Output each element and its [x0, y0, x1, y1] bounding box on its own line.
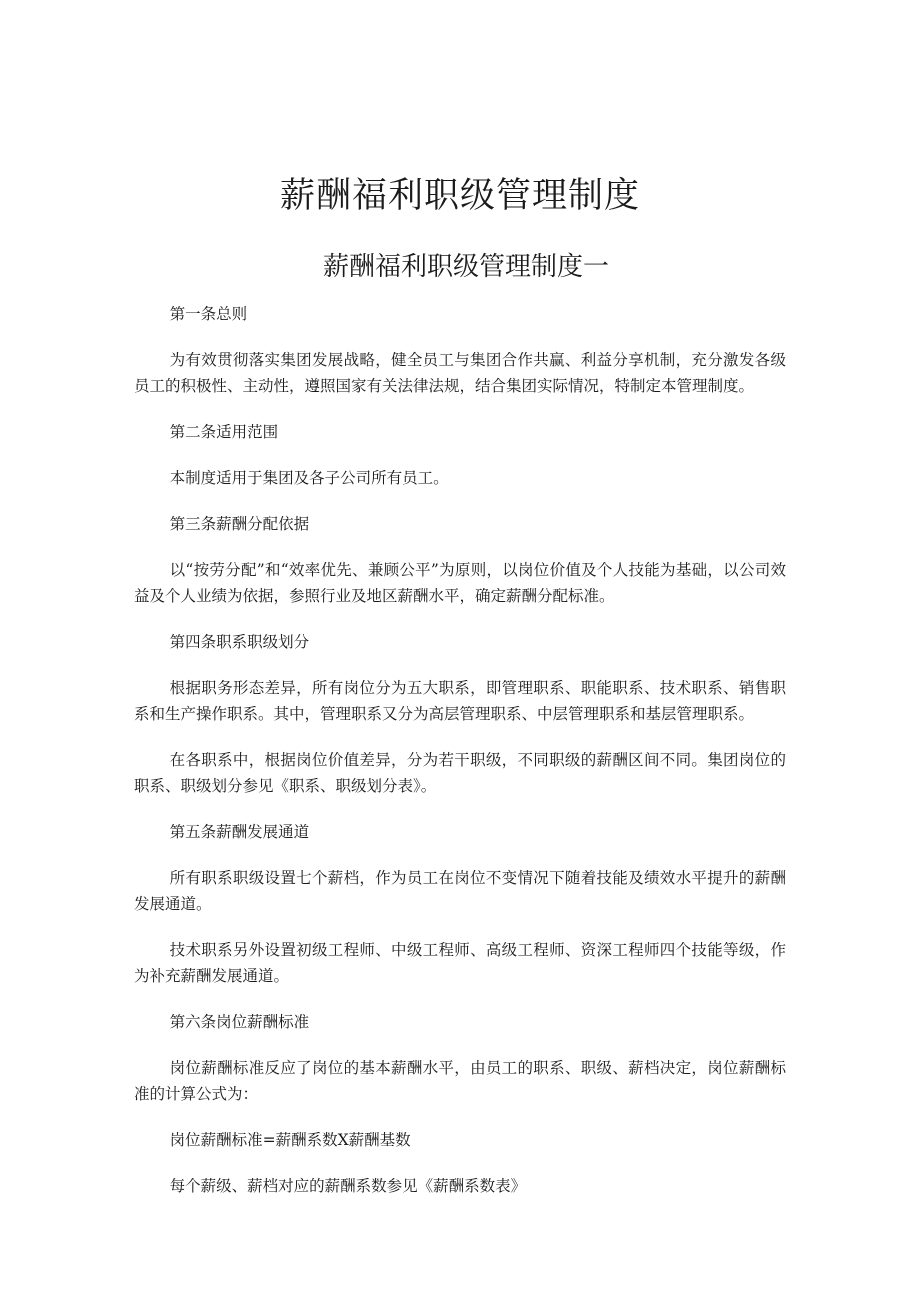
article-4-heading: 第四条职系职级划分 [169, 633, 310, 651]
document-body [134, 301, 786, 1199]
article-4-paragraph-2: 在各职系中，根据岗位价值差异，分为若干职级，不同职级的薪酬区间不同。集团岗位的职系、职级划分参见《职系、职级划分表》。 [134, 751, 786, 795]
article-2-heading: 第二条适用范围 [169, 423, 279, 441]
article-3-heading: 第三条薪酬分配依据 [169, 515, 310, 533]
document-title: 薪酬福利职级管理制度 [279, 176, 640, 216]
salary-coefficient-reference: 每个薪级、薪档对应的薪酬系数参见《薪酬系数表》 [169, 1177, 527, 1195]
article-1-heading: 第一条总则 [169, 305, 248, 323]
article-5-paragraph-2: 技术职系另外设置初级工程师、中级工程师、高级工程师、资深工程师四个技能等级，作为补充薪酬发展通道。 [134, 941, 786, 985]
article-5-paragraph-1: 所有职系职级设置七个薪档，作为员工在岗位不变情况下随着技能及绩效水平提升的薪酬发展通道。 [134, 869, 786, 913]
document-subtitle: 薪酬福利职级管理制度一 [322, 252, 609, 282]
article-4-paragraph-1: 根据职务形态差异，所有岗位分为五大职系，即管理职系、职能职系、技术职系、销售职系和生产操作职系。其中，管理职系又分为高层管理职系、中层管理职系和基层管理职系。 [134, 679, 786, 723]
article-6-heading: 第六条岗位薪酬标准 [169, 1013, 310, 1031]
article-1-paragraph: 为有效贯彻落实集团发展战略，健全员工与集团合作共赢、利益分享机制，充分激发各级员工的积极性、主动性，遵照国家有关法律法规，结合集团实际情况，特制定本管理制度。 [134, 351, 786, 395]
article-5-heading: 第五条薪酬发展通道 [169, 823, 310, 841]
article-6-paragraph: 岗位薪酬标准反应了岗位的基本薪酬水平，由员工的职系、职级、薪档决定，岗位薪酬标准的计算公式为： [134, 1059, 786, 1103]
salary-formula: 岗位薪酬标准=薪酬系数X薪酬基数 [169, 1131, 411, 1149]
article-3-paragraph: 以“按劳分配”和“效率优先、兼顾公平”为原则，以岗位价值及个人技能为基础，以公司效益及个人业绩为依据，参照行业及地区薪酬水平，确定薪酬分配标准。 [134, 561, 786, 605]
article-2-paragraph: 本制度适用于集团及各子公司所有员工。 [169, 469, 449, 487]
